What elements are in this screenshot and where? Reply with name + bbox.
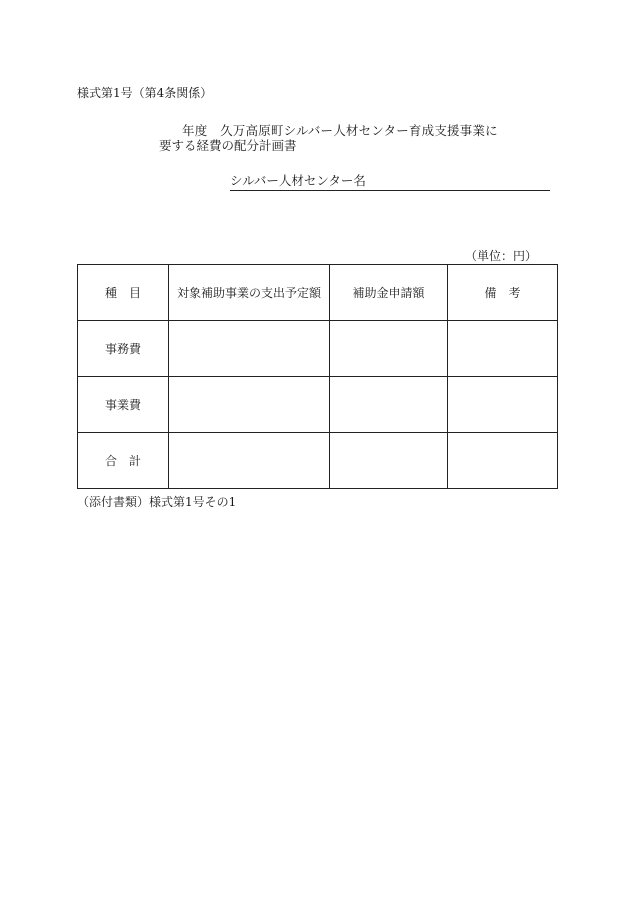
cell-remarks[interactable]	[448, 321, 558, 377]
center-name-field[interactable]	[230, 171, 550, 191]
header-remarks: 備 考	[448, 265, 558, 321]
form-number: 様式第1号（第4条関係）	[77, 86, 213, 100]
allocation-plan-table	[77, 264, 558, 489]
attached-documents-note: （添付書類）様式第1号その1	[77, 495, 237, 509]
unit-label: （単位：円）	[465, 249, 538, 263]
document-title-line2: 要する経費の配分計画書	[159, 138, 297, 153]
table-row	[78, 321, 558, 377]
cell-planned-expenditure[interactable]	[169, 377, 330, 433]
document-title-line1: 年度 久万高原町シルバー人材センター育成支援事業に	[182, 123, 498, 138]
cell-planned-expenditure[interactable]	[169, 433, 330, 489]
row-label-project-expenses: 事業費	[78, 377, 169, 433]
table-row	[78, 433, 558, 489]
cell-subsidy-request[interactable]	[330, 321, 448, 377]
header-category: 種 目	[78, 265, 169, 321]
cell-subsidy-request[interactable]	[330, 377, 448, 433]
cell-subsidy-request[interactable]	[330, 433, 448, 489]
cell-planned-expenditure[interactable]	[169, 321, 330, 377]
row-label-office-expenses: 事務費	[78, 321, 169, 377]
header-subsidy-request: 補助金申請額	[330, 265, 448, 321]
row-label-total: 合 計	[78, 433, 169, 489]
header-planned-expenditure: 対象補助事業の支出予定額	[169, 265, 330, 321]
center-name-label: シルバー人材センター名	[230, 173, 366, 188]
table-header-row	[78, 265, 558, 321]
table-row	[78, 377, 558, 433]
cell-remarks[interactable]	[448, 433, 558, 489]
cell-remarks[interactable]	[448, 377, 558, 433]
